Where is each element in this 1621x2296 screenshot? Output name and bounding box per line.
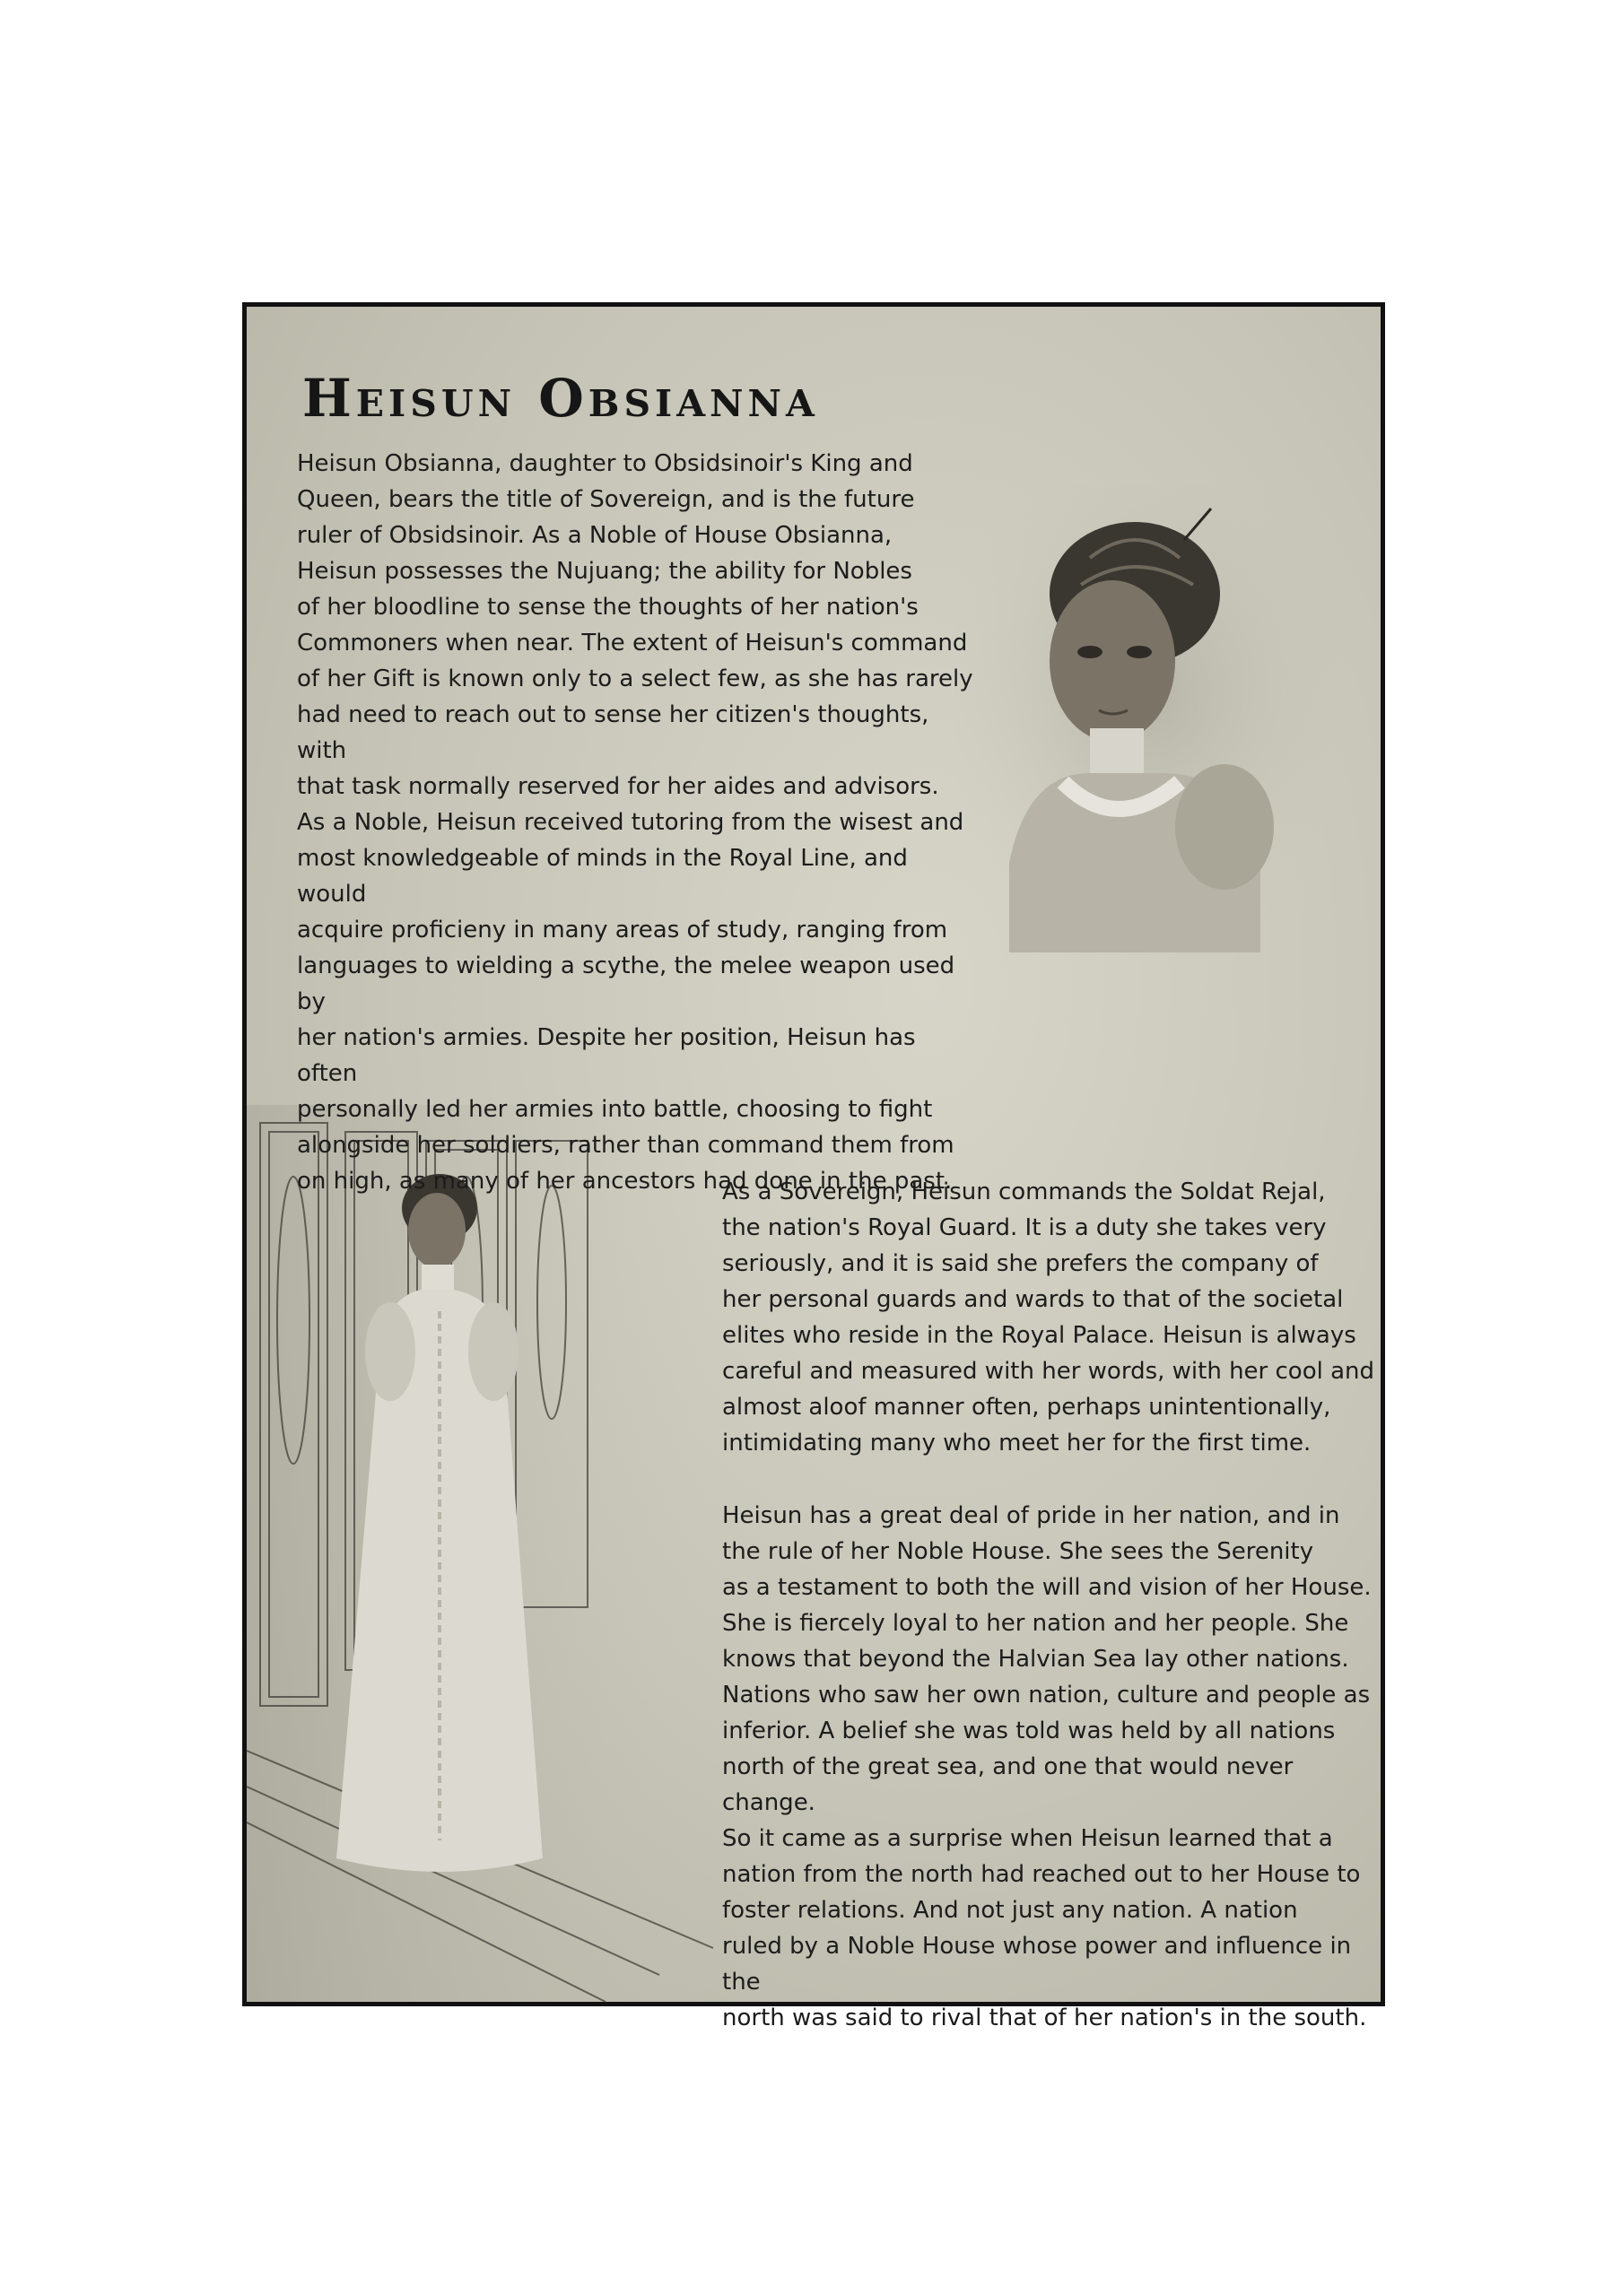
paragraph-nation-pride: Heisun has a great deal of pride in her nation, and in the rule of her Noble House. She sees the Serenity as a testament to both the will and vision of her House. She is fiercely loyal to her nation and her people. She knows that beyond the Halvian Sea lay other nations. Nations who saw her own nation, culture and people as inferior. A belief she was told was held by all nations north of the great sea, and one that would never change. So it came as a surprise when Heisun learned that a nation from the north had reached out to her House to foster relations. And not just any nation. A nation ruled by a Noble House whose power and influence in the north was said to rival that of her nation's in the south.	[722, 1502, 1372, 2031]
paragraph-royal-guard: As a Sovereign, Heisun commands the Soldat Rejal, the nation's Royal Guard. It is a duty she takes very seriously, and it is said she prefers the company of her personal guards and wards to that of the societal elites who reside in the Royal Palace. Heisun is always careful and measured with her words, with her cool and almost aloof manner often, perhaps unintentionally, intimidating many who meet her for the first time.	[722, 1178, 1375, 1457]
standing-figure-illustration	[247, 1105, 713, 2002]
character-page-panel	[242, 302, 1385, 2031]
paragraph-intro: Heisun Obsianna, daughter to Obsidsinoir's King and Queen, bears the title of Sovereign, and is the future ruler of Obsidsinoir. As a Noble of House Obsianna, Heisun possesses the Nujuang; the ability for Nobles of her bloodline to sense the thoughts of her nation's Commoners when near. The extent of Heisun's command of her Gift is known only to a select few, as she has rarely had need to reach out to sense her citizen's thoughts, with that task normally reserved for her aides and advisors.	[297, 450, 973, 800]
paragraph-education: As a Noble, Heisun received tutoring from the wisest and most knowledgeable of minds in the Royal Line, and would acquire proficieny in many areas of study, ranging from languages to wielding a scythe, the melee weapon used by her nation's armies. Despite her position, Heisun has often personally led her armies into battle, choosing to fight alongside her soldiers, rather than command them from on high, as many of her ancestors had done in the past.	[297, 809, 964, 1195]
page-title: Heisun Obsianna	[302, 368, 819, 429]
portrait-illustration	[955, 486, 1341, 952]
